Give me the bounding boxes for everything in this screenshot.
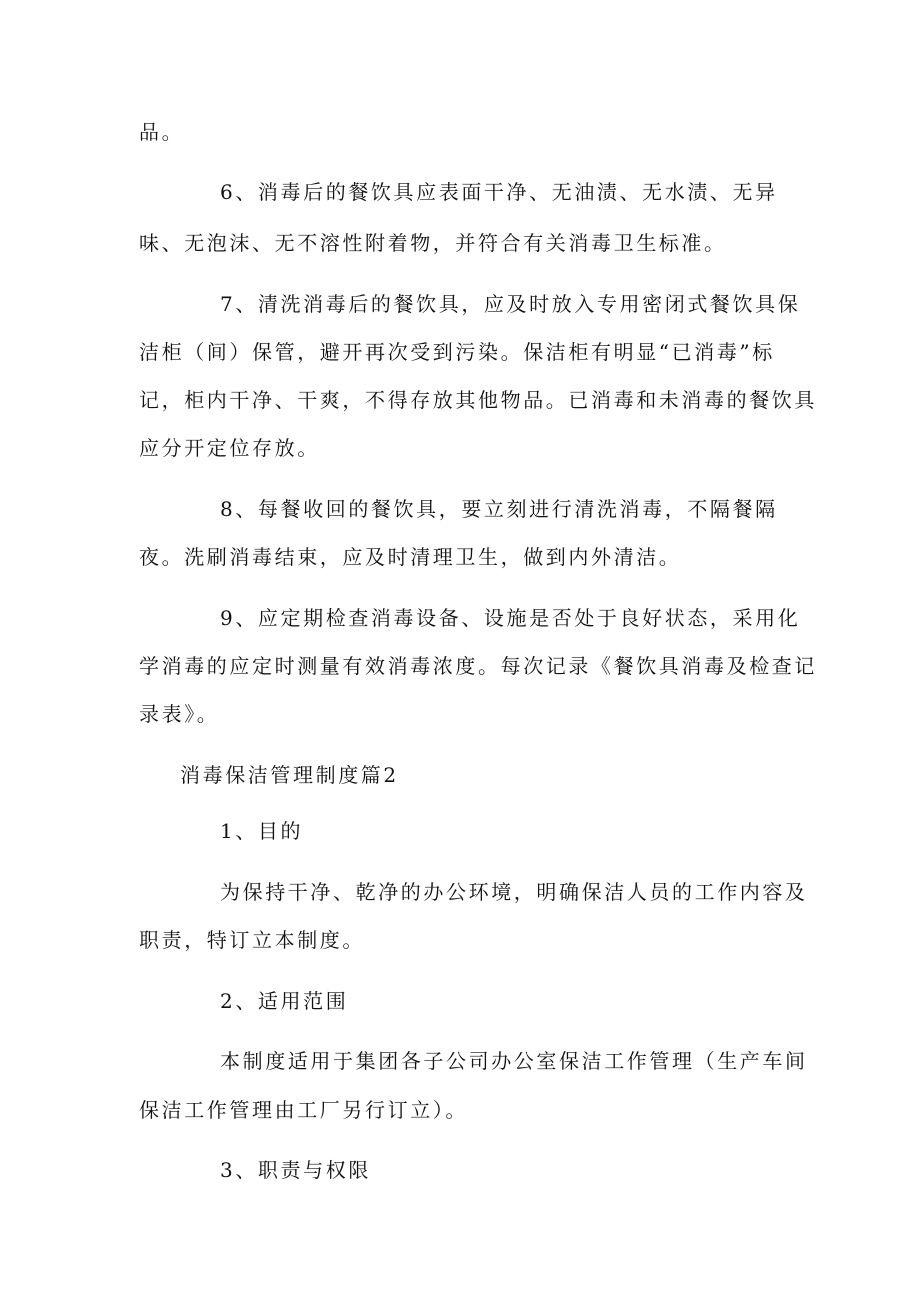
item-1-body-line-2: 职责，特订立本制度。: [139, 928, 365, 952]
item-1-heading: 1、目的: [220, 819, 304, 843]
paragraph-7-line-4: 应分开定位存放。: [139, 436, 320, 460]
item-2-heading: 2、适用范围: [220, 989, 349, 1013]
paragraph-7-line-2: 洁柜（间）保管，避开再次受到污染。保洁柜有明显“已消毒”标: [139, 340, 775, 364]
paragraph-8-line-2: 夜。洗刷消毒结束，应及时清理卫生，做到内外清洁。: [139, 545, 682, 569]
paragraph-6-line-2: 味、无泡沫、无不溶性附着物，并符合有关消毒卫生标准。: [139, 231, 727, 255]
paragraph-9-line-3: 录表》。: [139, 702, 220, 726]
item-2-body-line-2: 保洁工作管理由工厂另行订立）。: [139, 1098, 468, 1122]
paragraph-9-line-2: 学消毒的应定时测量有效消毒浓度。每次记录《餐饮具消毒及检查记: [139, 654, 817, 678]
paragraph-8-line-1: 8、每餐收回的餐饮具，要立刻进行清洗消毒，不隔餐隔: [220, 497, 778, 521]
section-heading: 消毒保洁管理制度篇2: [180, 763, 399, 787]
item-2-body-line-1: 本制度适用于集团各子公司办公室保洁工作管理（生产车间: [220, 1049, 808, 1073]
paragraph-5-end: 品。: [139, 120, 185, 144]
paragraph-6-line-1: 6、消毒后的餐饮具应表面干净、无油渍、无水渍、无异: [220, 180, 778, 204]
item-3-heading: 3、职责与权限: [220, 1158, 371, 1182]
paragraph-7-line-1: 7、清洗消毒后的餐饮具，应及时放入专用密闭式餐饮具保: [220, 292, 801, 316]
item-1-body-line-1: 为保持干净、乾净的办公环境，明确保洁人员的工作内容及: [220, 880, 808, 904]
paragraph-9-line-1: 9、应定期检查消毒设备、设施是否处于良好状态，采用化: [220, 606, 801, 630]
paragraph-7-line-3: 记，柜内干净、干爽，不得存放其他物品。已消毒和未消毒的餐饮具: [139, 388, 817, 412]
